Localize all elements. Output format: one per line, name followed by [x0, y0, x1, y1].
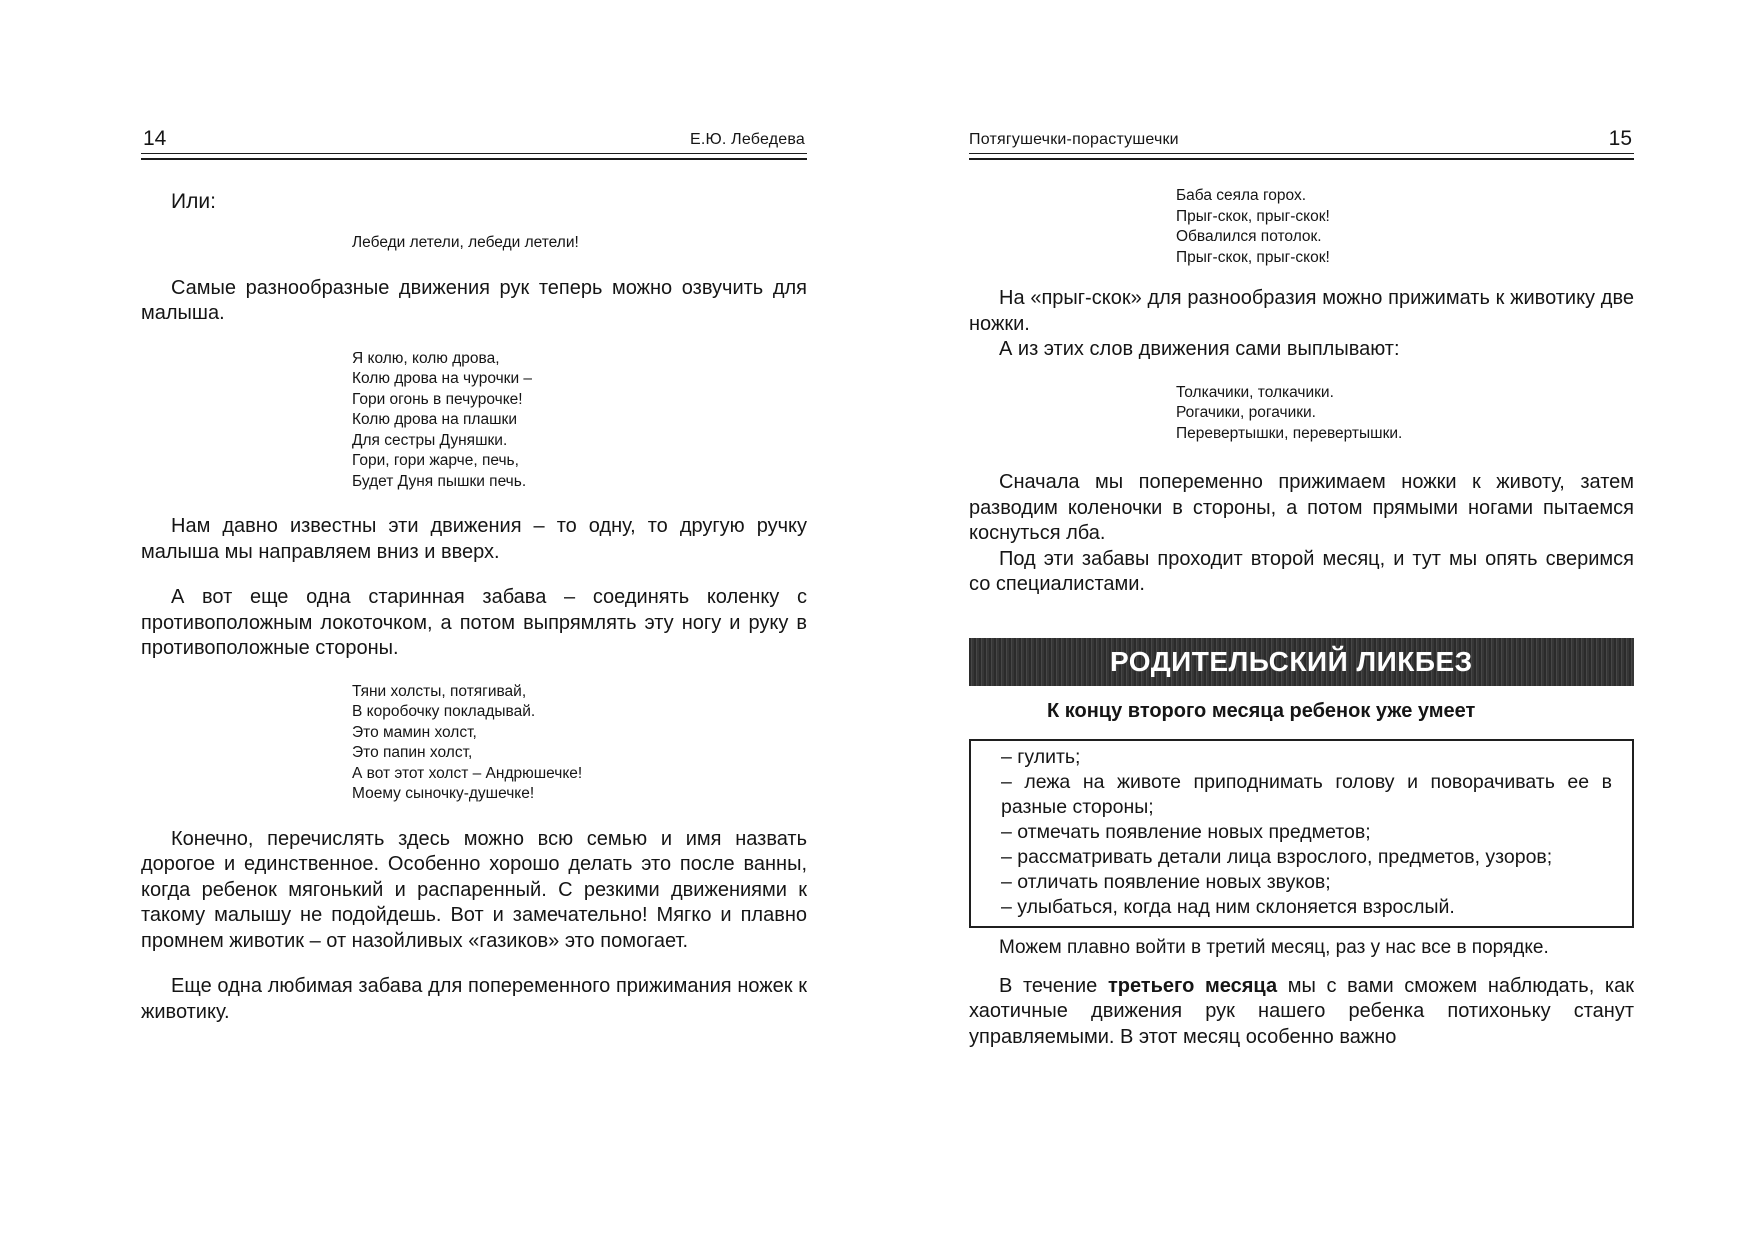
poem-line: Толкачики, толкачики.	[1176, 383, 1334, 401]
paragraph-second-month: Под эти забавы проходит второй месяц, и тут мы опять сверимся со специалистами.	[969, 547, 1634, 595]
right-page-header	[969, 124, 1634, 160]
paragraph-hop-skip: На «прыг-скок» для разнообразия можно прижимать к животику две ножки.	[969, 287, 1634, 335]
section-subheading: К концу второго месяца ребенок уже умеет	[1047, 699, 1476, 722]
left-page-text	[141, 182, 807, 1025]
emphasis-third-month: третьего месяца	[1107, 974, 1278, 997]
poem-line: Обвалился потолок.	[1176, 228, 1322, 245]
poem-line: Прыг-скок, прыг-скок!	[1176, 207, 1330, 225]
poem-line: Рогачики, рогачики.	[1176, 404, 1316, 421]
text-run: В течение	[999, 974, 1108, 997]
paragraph-favorite-game: Еще одна любимая забава для попеременного прижимания ножек к животику.	[141, 975, 807, 1023]
paragraph-hand-movements: Самые разнообразные движения рук теперь можно озвучить для малыша.	[141, 276, 807, 324]
poem-line: Гори, гори жарче, печь,	[352, 452, 519, 469]
poem-line: Моему сыночку-душечке!	[352, 785, 535, 802]
poem-line: Колю дрова на плашки	[352, 411, 517, 428]
left-page-header	[141, 124, 807, 160]
right-page	[969, 0, 1634, 1240]
skills-box	[969, 739, 1634, 928]
paragraph-known-movements: Нам давно известны эти движения – то одну, то другую ручку малыша мы направляем вниз и вверх.	[141, 515, 807, 563]
poem-line: Будет Дуня пышки печь.	[352, 472, 527, 490]
skill-item: – лежа на животе приподнимать голову и поворачивать ее в разные стороны;	[1001, 770, 1612, 818]
header-rule	[969, 153, 1634, 160]
poem-line: Перевертышки, перевертышки.	[1176, 424, 1403, 442]
poem-line: Тяни холсты, потягивай,	[352, 682, 527, 700]
poem-line: Гори огонь в печурочке!	[352, 390, 523, 408]
or-label: Или:	[171, 190, 216, 213]
poem-swans	[352, 233, 807, 254]
paragraph-third-month-entry: Можем плавно войти в третий месяц, раз у нас все в порядке.	[999, 936, 1549, 958]
header-rule	[141, 153, 807, 160]
paragraph-third-month	[969, 974, 1634, 1051]
poem-line: Это папин холст,	[352, 744, 473, 761]
poem-line: Лебеди летели, лебеди летели!	[352, 234, 579, 251]
poem-linen	[352, 682, 807, 805]
skill-item: – рассматривать детали лица взрослого, предметов, узоров;	[1001, 845, 1553, 868]
banner-title: РОДИТЕЛЬСКИЙ ЛИКБЕЗ	[1110, 645, 1473, 677]
poem-line: В коробочку покладывай.	[352, 703, 536, 720]
poem-line: Колю дрова на чурочки –	[352, 370, 533, 387]
paragraph-words: А из этих слов движения сами выплывают:	[999, 338, 1400, 360]
paragraph-alternately: Сначала мы попеременно прижимаем ножки к животу, затем разводим коленочки в стороны, а потом прямыми ногами пытаемся коснуться лба.	[969, 471, 1634, 544]
poem-line: Прыг-скок, прыг-скок!	[1176, 248, 1330, 266]
poem-line: Это мамин холст,	[352, 723, 477, 741]
left-page	[141, 0, 807, 1240]
paragraph-family: Конечно, перечислять здесь можно всю семью и имя назвать дорогое и единственное. Особенно хорошо делать это после ванны, когда ребенок мягонький и распаренный. С резкими движениями к такому малышу не подойдешь. Вот и замечательно! Мягко и плавно промнем животик – от назойливых «газиков» это помогает.	[141, 827, 807, 952]
running-head-title: Потягушечки-порастушечки	[969, 131, 1179, 148]
page-number: 15	[1608, 127, 1632, 150]
poem-peas	[1176, 186, 1634, 268]
skill-item: – улыбаться, когда над ним склоняется взрослый.	[1001, 895, 1455, 918]
poem-line: Баба сеяла горох.	[1176, 187, 1307, 204]
poem-line: А вот этот холст – Андрюшечке!	[352, 764, 583, 782]
poem-line: Я колю, колю дрова,	[352, 349, 500, 367]
poem-firewood	[352, 349, 807, 493]
running-head-author: Е.Ю. Лебедева	[690, 131, 805, 148]
section-banner	[969, 638, 1634, 686]
page-number: 14	[143, 127, 167, 150]
skill-item: – отличать появление новых звуков;	[1001, 870, 1331, 893]
skill-item: – отмечать появление новых предметов;	[1001, 820, 1371, 843]
skill-item: – гулить;	[1001, 745, 1081, 768]
poem-line: Для сестры Дуняшки.	[352, 431, 508, 449]
text-run: мы с вами сможем наблюдать, как хаотичные движения рук нашего ребенка потихоньку станут управляемыми. В этот месяц особенно важно	[969, 974, 1634, 1048]
right-page-text	[969, 186, 1634, 1050]
poem-pushers	[1176, 383, 1634, 445]
paragraph-old-game: А вот еще одна старинная забава – соединять коленку с противоположным локоточком, а потом выпрямлять эту ногу и руку в противоположные стороны.	[141, 586, 807, 659]
